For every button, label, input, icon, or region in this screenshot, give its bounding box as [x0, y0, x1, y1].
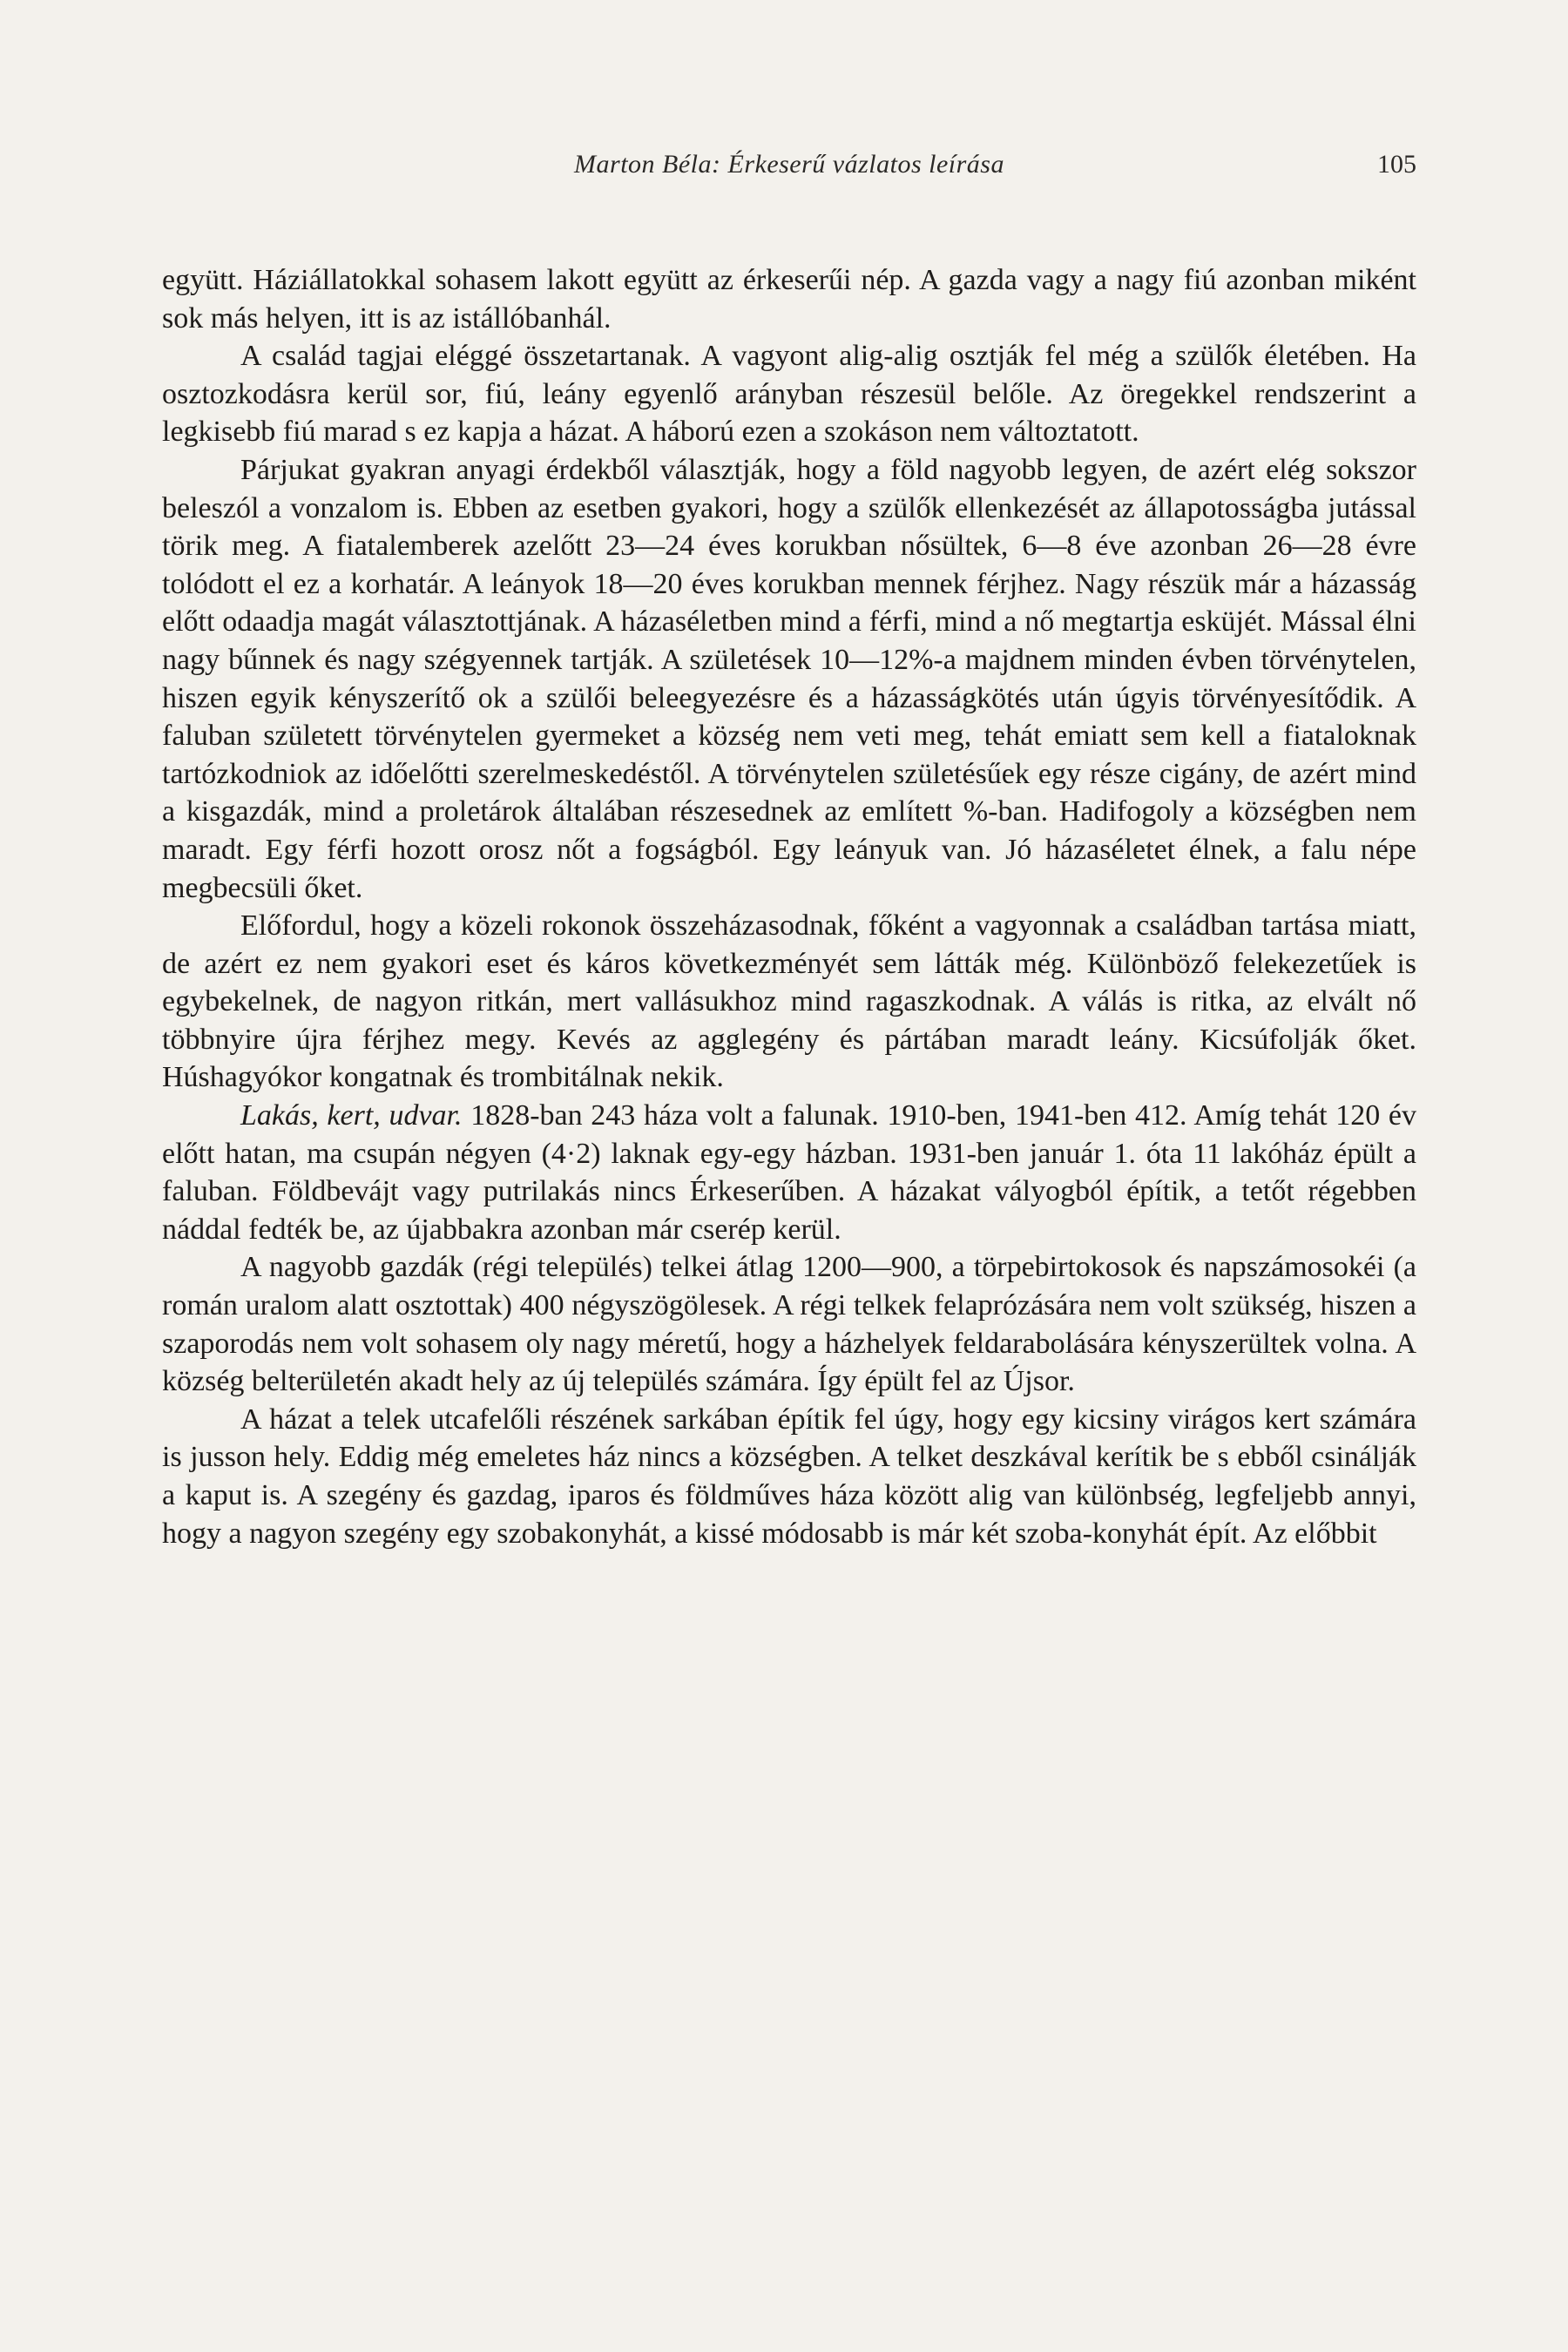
body-text	[162, 261, 1416, 1552]
paragraph: A család tagjai eléggé összetartanak. A vagyont alig-alig osztják fel még a szülők életében. Ha osztozkodásra kerül sor, fiú, leány egyenlő arányban részesül belőle. Az öregekkel rendszerint a legkisebb fiú marad s ez kapja a házat. A háború ezen a szokáson nem változtatott.	[162, 340, 1416, 449]
header-title: Marton Béla: Érkeserű vázlatos leírása	[574, 150, 1004, 179]
paragraph-text: 1828-ban 243 háza volt a falunak. 1910-ben, 1941-ben 412. Amíg tehát 120 év előtt hatan, ma csupán négyen (4·2) laknak egy-egy házban. 1931-ben január 1. óta 11 lakóház épült a faluban. Földbevájt vagy putrilakás nincs Érkeserűben. A házakat vályogból építik, a tetőt régebben náddal fedték be, az újabbakra azonban már cserép kerül.	[162, 1099, 1416, 1246]
paragraph: Előfordul, hogy a közeli rokonok összeházasodnak, főként a vagyonnak a családban tartása miatt, de azért ez nem gyakori eset és káros következményét sem látták még. Különböző felekezetűek is egybekelnek, de nagyon ritkán, mert vallásukhoz mind ragaszkodnak. A válás is ritka, az elvált nő többnyire újra férjhez megy. Kevés az agglegény és pártában maradt leány. Kicsúfolják őket. Húshagyókor kongatnak és trombitálnak nekik.	[162, 909, 1416, 1094]
running-header	[162, 150, 1416, 185]
page-number: 105	[1377, 150, 1416, 179]
paragraph: A házat a telek utcafelőli részének sarkában építik fel úgy, hogy egy kicsiny virágos kert számára is jusson hely. Eddig még emeletes ház nincs a községben. A telket deszkával kerítik be s ebből csinálják a kaput is. A szegény és gazdag, iparos és földműves háza között alig van különbség, legfeljebb annyi, hogy a nagyon szegény egy szobakonyhát, a kissé módosabb is már két szoba-konyhát épít. Az előbbit	[162, 1402, 1416, 1550]
paragraph: együtt. Háziállatokkal sohasem lakott együtt az érkeserűi nép. A gazda vagy a nagy fiú azonban miként sok más helyen, itt is az istállóbanhál.	[162, 264, 1416, 335]
paragraph: Párjukat gyakran anyagi érdekből választják, hogy a föld nagyobb legyen, de azért elég sokszor beleszól a vonzalom is. Ebben az esetben gyakori, hogy a szülők ellenkezését az állapotosságba jutással törik meg. A fiatalemberek azelőtt 23—24 éves korukban nősültek, 6—8 éve azonban 26—28 évre tolódott el ez a korhatár. A leányok 18—20 éves korukban mennek férjhez. Nagy részük már a házasság előtt odaadja magát választottjának. A házaséletben mind a férfi, mind a nő megtartja esküjét. Mással élni nagy bűnnek és nagy szégyennek tartják. A születések 10—12%-a majdnem minden évben törvénytelen, hiszen egyik kényszerítő ok a szülői beleegyezésre és a házasságkötés után úgyis törvényesítődik. A faluban született törvénytelen gyermeket a község nem veti meg, tehát emiatt sem kell a fiataloknak tartózkodniok az időelőtti szerelmeskedéstől. A törvénytelen születésűek egy része cigány, de azért mind a kisgazdák, mind a proletárok általában részesednek az említett %-ban. Hadifogoly a községben nem maradt. Egy férfi hozott orosz nőt a fogságból. Egy leányuk van. Jó házaséletet élnek, a falu népe megbecsüli őket.	[162, 453, 1416, 904]
section-subheading: Lakás, kert, udvar.	[240, 1099, 463, 1132]
paragraph-with-subheading	[162, 1097, 1416, 1248]
paragraph: A nagyobb gazdák (régi település) telkei átlag 1200—900, a törpebirtokosok és napszámosokéi (a román uralom alatt osztottak) 400 négyszögölesek. A régi telkek felaprózására nem volt szükség, hiszen a szaporodás nem volt sohasem oly nagy méretű, hogy a házhelyek feldarabolására kényszerültek volna. A község belterületén akadt hely az új település számára. Így épült fel az Újsor.	[162, 1251, 1416, 1398]
